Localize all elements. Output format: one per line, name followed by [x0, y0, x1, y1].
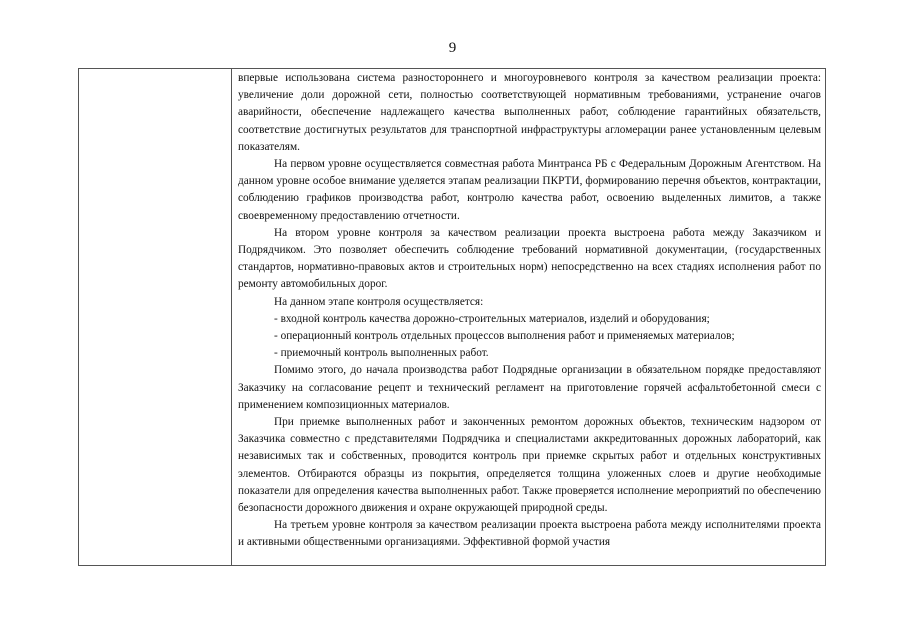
list-item: - приемочный контроль выполненных работ. — [274, 347, 489, 360]
list-item: - операционный контроль отдельных процессов выполнения работ и применяемых материалов; — [274, 330, 735, 343]
paragraph: Помимо этого, до начала производства работ Подрядные организации в обязательном порядке предоставляют Заказчику на согласование рецепт и технический регламент на приготовление горячей асфальтобетонной смеси с применением композиционных материалов. — [238, 364, 821, 411]
paragraph: При приемке выполненных работ и законченных ремонтом дорожных объектов, техническим надзором от Заказчика совместно с представителями Подрядчика и специалистами аккредитованных дорожных лабораторий, как независимых так и собственных, проводится контроль при приемке скрытых работ и отдельных конструктивных элементов. Отбираются образцы из покрытия, определяется толщина уложенных слоев и другие необходимые показатели для определения качества выполненных работ. Также проверяется исполнение мероприятий по обеспечению безопасности дорожного движения и охране окружающей природной среды. — [238, 416, 821, 515]
paragraph: На втором уровне контроля за качеством реализации проекта выстроена работа между Заказчиком и Подрядчиком. Это позволяет обеспечить соблюдение требований нормативной документации, (государственных стандартов, нормативно-правовых актов и строительных норм) непосредственно на всех стадиях исполнения работ по ремонту автомобильных дорог. — [238, 226, 821, 291]
paragraph: На первом уровне осуществляется совместная работа Минтранса РБ с Федеральным Дорожным Агентством. На данном уровне особое внимание уделяется этапам реализации ПКРТИ, формированию перечня объектов, контрактации, соблюдению графиков производства работ, контролю качества работ, освоению выделенных лимитов, а также своевременному предоставлению отчетности. — [238, 158, 821, 222]
page-number: 9 — [448, 40, 457, 56]
document-table — [78, 68, 826, 566]
table-right-column — [232, 69, 825, 565]
paragraph: впервые использована система разностороннего и многоуровневого контроля за качеством реализации проекта: увеличение доли дорожной сети, полностью соответствующей нормативным требованиями, устранение очагов аварийности, обеспечение надлежащего качества выполненных работ, соблюдение гарантийных обязательств, соответствие достигнутых результатов для транспортной инфраструктуры агломерации ранее установленным целевым показателям. — [238, 72, 821, 153]
paragraph: На третьем уровне контроля за качеством реализации проекта выстроена работа между исполнителями проекта и активными общественными организациями. Эффективной формой участия — [238, 519, 821, 549]
paragraph: На данном этапе контроля осуществляется: — [274, 295, 484, 308]
table-left-column — [79, 69, 232, 565]
list-item: - входной контроль качества дорожно-строительных материалов, изделий и оборудования; — [274, 312, 710, 325]
